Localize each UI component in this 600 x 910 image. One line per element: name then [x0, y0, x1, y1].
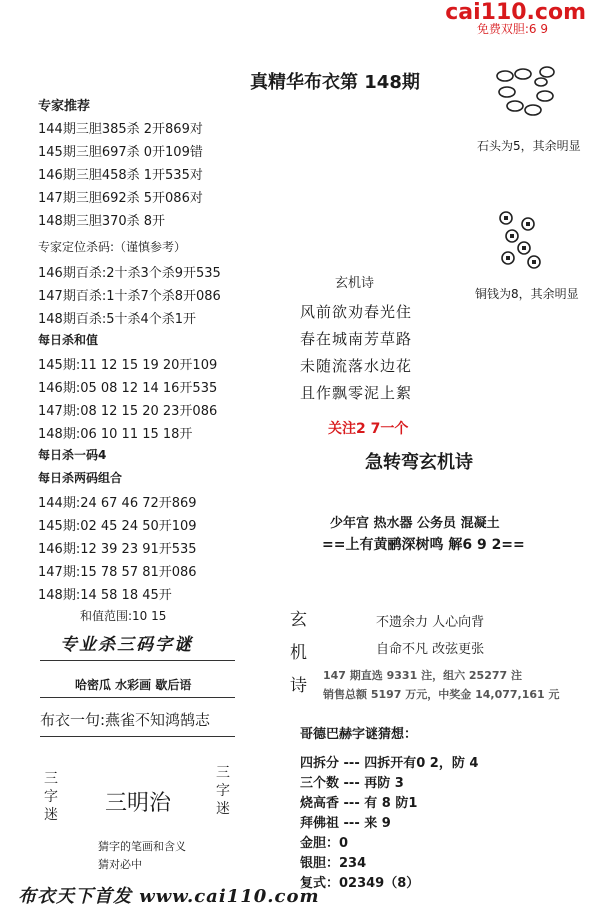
poem-line: 春在城南芳草路 [300, 330, 413, 348]
riddle-left-vertical [44, 770, 60, 824]
stone-icon [540, 67, 554, 77]
expert-line: 144期三胆385杀 2开869对 [38, 122, 203, 137]
sum-kill-line: 145期:11 12 15 19 20开109 [38, 358, 218, 373]
tips-line: 哈密瓜 水彩画 歇后语 [75, 678, 192, 692]
stone-icon [507, 101, 523, 111]
riddle-hint: 猜字的笔画和含义 [98, 840, 186, 853]
goldbach-line: 三个数 --- 再防 3 [300, 776, 404, 791]
coins-illustration [488, 208, 568, 278]
one-kill: 每日杀一码4 [38, 448, 107, 462]
riddle-solve: ==上有黄鹂深树鸣 解6 9 2== [322, 537, 525, 553]
stone-icon [525, 105, 541, 115]
focus-note: 关注2 7一个 [328, 421, 409, 437]
riddle-char: 字 [216, 783, 230, 799]
position-kill-heading: 专家定位杀码:（谨慎参考） [38, 240, 187, 254]
riddle-hint: 猜对必中 [98, 858, 142, 871]
expert-line: 145期三胆697杀 0开109错 [38, 145, 203, 160]
poem-line: 风前欲劝春光住 [300, 303, 413, 321]
goldbach-line: 拜佛祖 --- 来 9 [300, 816, 391, 831]
divider [40, 736, 235, 737]
stone-icon [535, 78, 547, 86]
riddle-char: 迷 [216, 801, 230, 817]
sum-kill-line: 146期:05 08 12 14 16开535 [38, 381, 218, 396]
xuanji-line: 自命不凡 改弦更张 [376, 642, 485, 657]
footer-banner[interactable]: 布衣天下首发 www.cai110.com [18, 886, 320, 907]
riddle-right-vertical [216, 764, 232, 818]
riddle-main: 三明治 [105, 791, 172, 816]
coins-caption: 铜钱为8，其余明显 [475, 287, 579, 301]
free-double-tip: 免费双胆:6 9 [476, 22, 548, 36]
riddle-char: 三 [44, 771, 58, 787]
sum-range: 和值范围:10 15 [80, 609, 167, 623]
position-kill-line: 148期百杀:5十杀4个杀1开 [38, 312, 197, 327]
two-kill-line: 146期:12 39 23 91开535 [38, 542, 197, 557]
buyi-sentence: 布衣一句:燕雀不知鸿鹄志 [40, 711, 211, 729]
riddle-char: 字 [44, 789, 58, 805]
sales-line: 147 期直选 9331 注，组六 25277 注 [323, 669, 522, 682]
expert-line: 146期三胆458杀 1开535对 [38, 168, 203, 183]
site-logo[interactable]: cai110.com [445, 0, 586, 25]
sum-kill-line: 147期:08 12 15 20 23开086 [38, 404, 218, 419]
expert-line: 147期三胆692杀 5开086对 [38, 191, 203, 206]
divider [40, 697, 235, 698]
goldbach-line: 烧高香 --- 有 8 防1 [300, 796, 418, 811]
goldbach-line: 复式：02349（8） [300, 876, 420, 891]
stone-icon [497, 71, 513, 81]
goldbach-line: 四拆分 --- 四拆开有0 2，防 4 [300, 756, 479, 771]
position-kill-line: 146期百杀:2十杀3个杀9开535 [38, 266, 221, 281]
riddle-char: 三 [216, 765, 230, 781]
poem-line: 未随流落水边花 [300, 357, 413, 375]
stone-icon [499, 87, 515, 97]
xuanji-char: 诗 [290, 676, 307, 696]
sum-kill-line: 148期:06 10 11 15 18开 [38, 427, 193, 442]
xuanji-line: 不遗余力 人心向背 [376, 615, 485, 630]
sum-kill-heading: 每日杀和值 [38, 333, 99, 347]
xuanji-char: 机 [290, 643, 307, 663]
xuanji-char: 玄 [290, 610, 307, 630]
jizhuan-title: 急转弯玄机诗 [365, 452, 473, 473]
page-title: 真精华布衣第 148期 [250, 72, 420, 93]
riddle-words: 少年宫 热水器 公务员 混凝土 [330, 516, 500, 531]
sales-line: 销售总额 5197 万元，中奖金 14,077,161 元 [323, 688, 560, 701]
two-kill-line: 145期:02 45 24 50开109 [38, 519, 197, 534]
divider [40, 660, 235, 661]
two-kill-line: 144期:24 67 46 72开869 [38, 496, 197, 511]
stone-icon [515, 69, 531, 79]
two-kill-line: 147期:15 78 57 81开086 [38, 565, 197, 580]
stone-icon [537, 91, 553, 101]
expert-line: 148期三胆370杀 8开 [38, 214, 166, 229]
stones-illustration [485, 62, 595, 132]
expert-heading: 专家推荐 [38, 99, 91, 114]
goldbach-line: 金胆：0 [300, 836, 349, 851]
goldbach-heading: 哥德巴赫字谜猜想： [300, 727, 418, 742]
poem-line: 且作飘零泥上絮 [300, 384, 413, 402]
two-kill-heading: 每日杀两码组合 [38, 471, 123, 485]
goldbach-line: 银胆：234 [300, 856, 367, 871]
position-kill-line: 147期百杀:1十杀7个杀8开086 [38, 289, 221, 304]
stones-caption: 石头为5，其余明显 [477, 139, 581, 153]
two-kill-line: 148期:14 58 18 45开 [38, 588, 172, 603]
riddle-char: 迷 [44, 807, 58, 823]
pro-kill-riddle-title: 专业杀三码字谜 [60, 635, 193, 655]
poem-title: 玄机诗 [335, 276, 375, 291]
xuanji-vertical [290, 604, 310, 703]
